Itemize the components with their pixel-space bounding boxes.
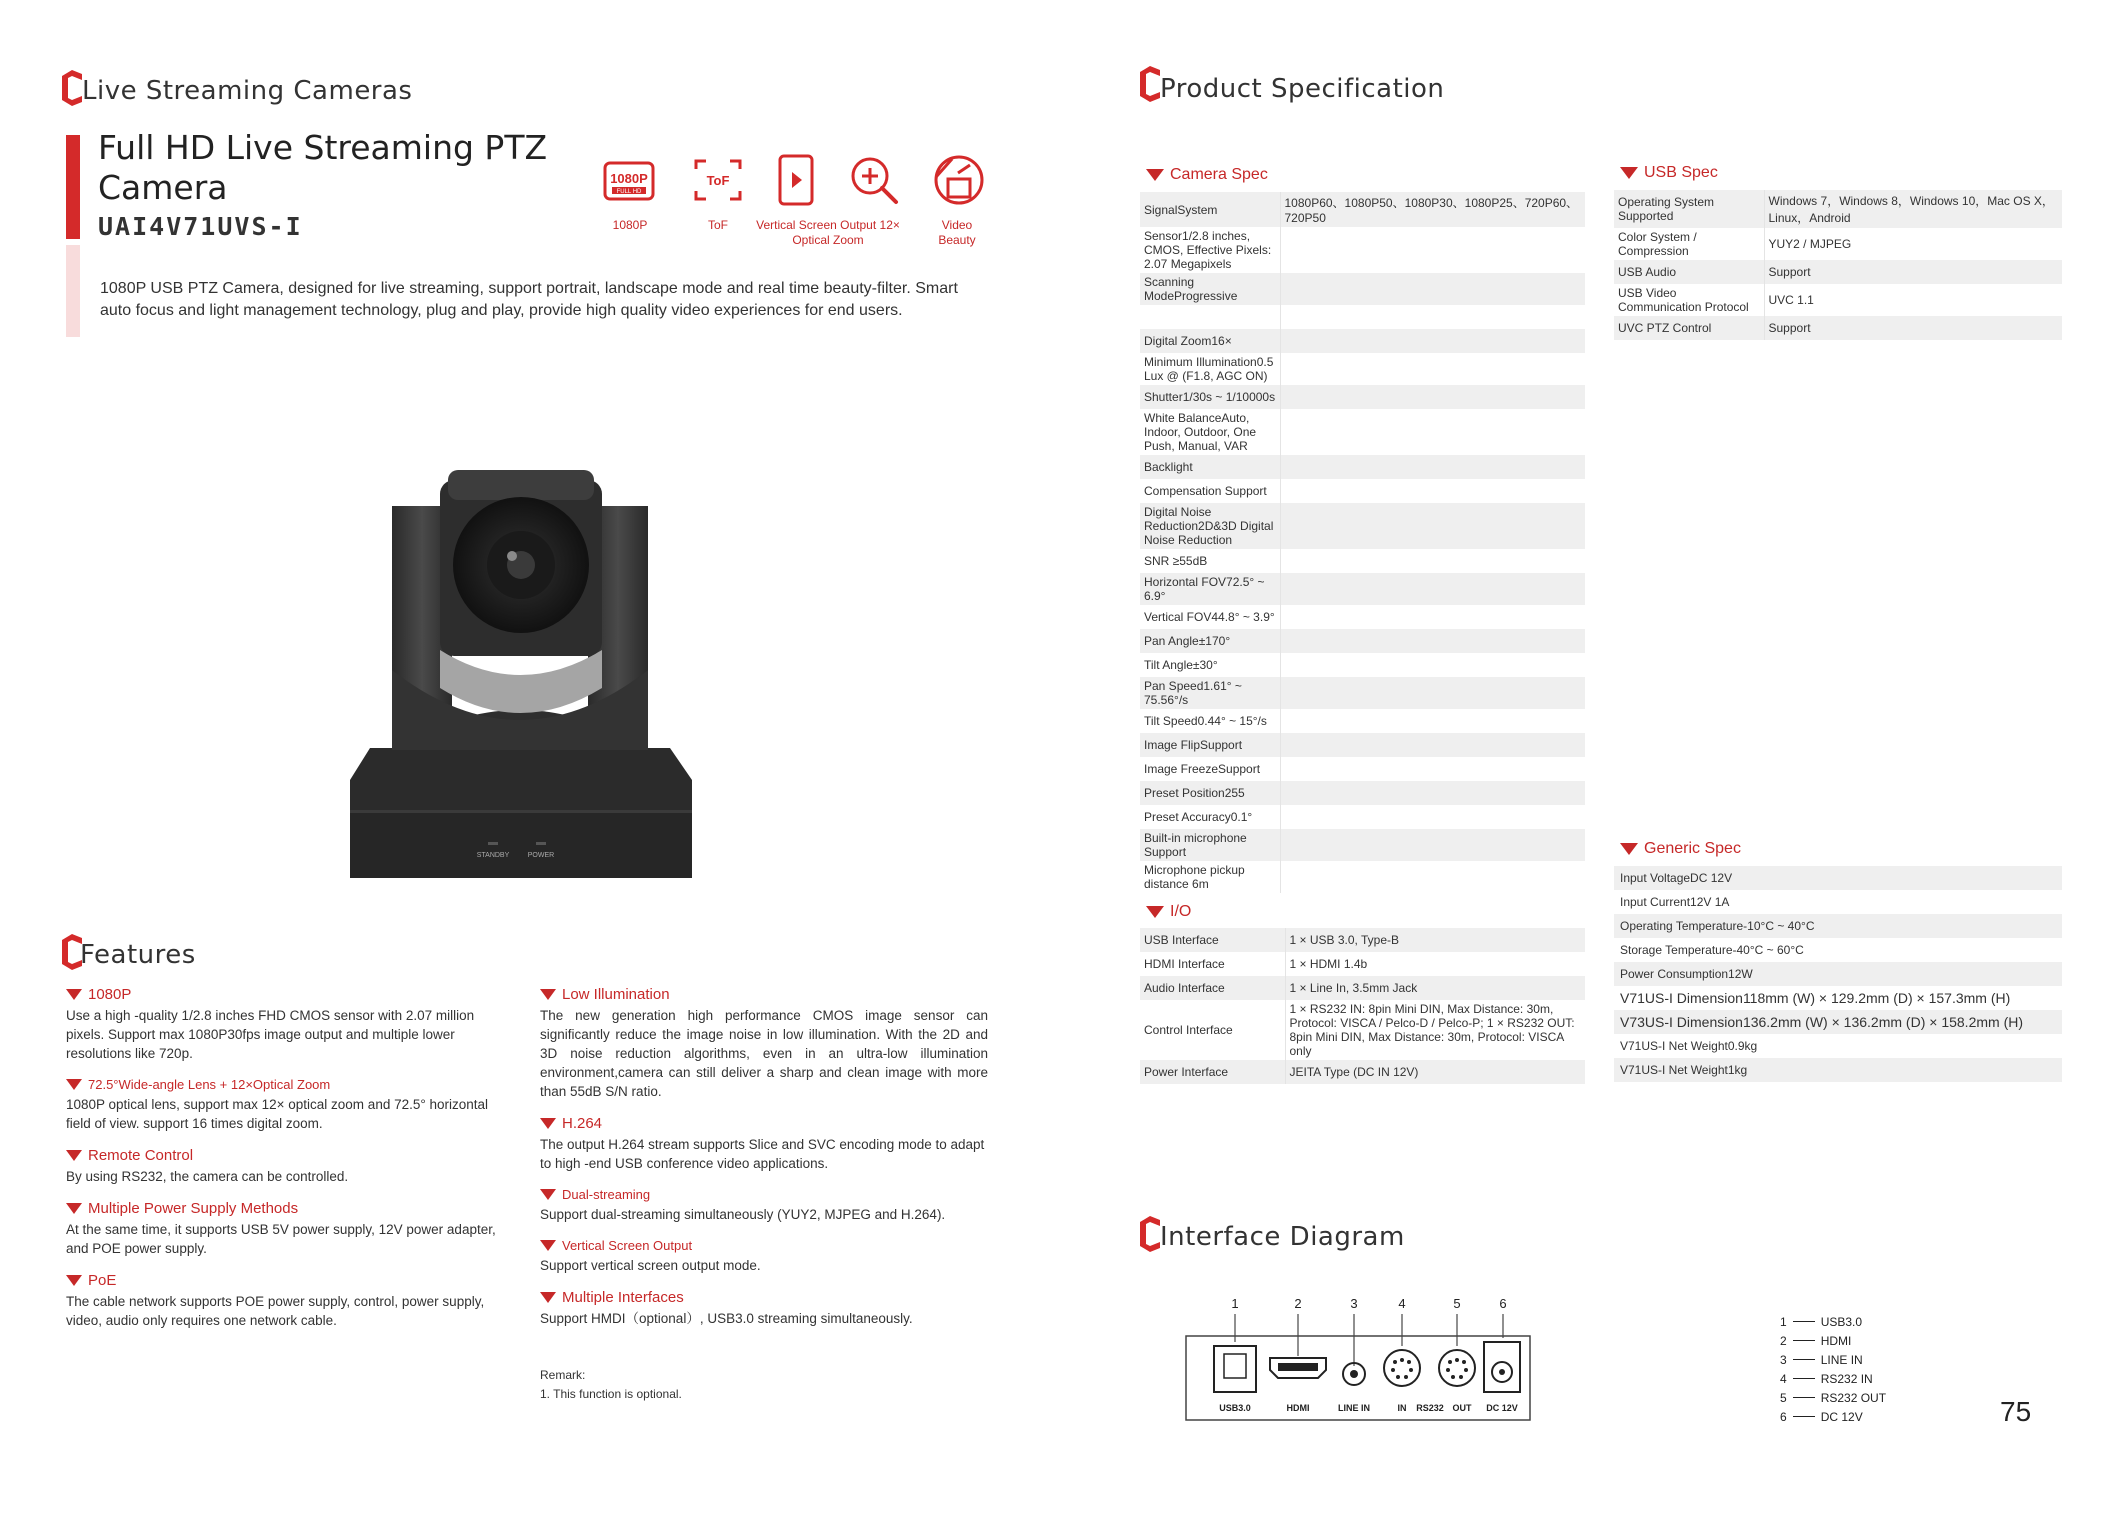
spec-label: Backlight bbox=[1140, 455, 1280, 479]
spec-value bbox=[1280, 829, 1585, 861]
spec-row bbox=[1140, 653, 1585, 677]
spec-row bbox=[1140, 329, 1585, 353]
feature-body: The output H.264 stream supports Slice and SVC encoding mode to adapt to high -end USB conference video applications. bbox=[540, 1137, 985, 1171]
port-number: 6 bbox=[1499, 1296, 1507, 1311]
port-label: OUT bbox=[1452, 1403, 1472, 1413]
spec-label: Operating System Supported bbox=[1614, 190, 1764, 228]
feature-title: 72.5°Wide-angle Lens + 12×Optical Zoom bbox=[88, 1077, 331, 1092]
spec-value: 1 × RS232 IN: 8pin Mini DIN, Max Distance: 30m, Protocol: VISCA / Pelco-D / Pelco-P; 1 × RS232 OUT: 8pin Mini DIN, Max Distance: 30m, Protocol: VISCA only bbox=[1285, 1000, 1585, 1060]
spec-label bbox=[1140, 305, 1280, 329]
port-number: 1 bbox=[1231, 1296, 1239, 1311]
generic-spec-row: V71US-I Dimension118mm (W) × 129.2mm (D) × 157.3mm (H) bbox=[1620, 990, 2011, 1006]
feature-title: Remote Control bbox=[88, 1147, 194, 1164]
spec-value bbox=[1280, 385, 1585, 409]
ptz-camera-image bbox=[340, 470, 710, 890]
generic-spec-row: V73US-I Dimension136.2mm (W) × 136.2mm (D) × 158.2mm (H) bbox=[1614, 1010, 2062, 1034]
svg-text:STANDBY: STANDBY bbox=[476, 852, 510, 859]
feature-title: Multiple Power Supply Methods bbox=[88, 1200, 299, 1217]
brand-logo-icon bbox=[1140, 1216, 1162, 1252]
spec-label: USB Video Communication Protocol bbox=[1614, 284, 1764, 316]
feature-body: By using RS232, the camera can be controlled. bbox=[66, 1169, 349, 1184]
spec-value: 1 × Line In, 3.5mm Jack bbox=[1285, 976, 1585, 1000]
feature-body: Support vertical screen output mode. bbox=[540, 1258, 761, 1273]
feature-vertical-screen bbox=[540, 1238, 988, 1275]
spec-label: Power Interface bbox=[1140, 1060, 1285, 1084]
spec-value bbox=[1280, 549, 1585, 573]
triangle-bullet-icon bbox=[1146, 169, 1164, 181]
spec-label: Vertical FOV44.8° ~ 3.9° bbox=[1140, 605, 1280, 629]
spec-row bbox=[1140, 928, 1585, 952]
spec-value: Windows 7，Windows 8，Windows 10，Mac OS X，Linux，Android bbox=[1764, 190, 2062, 228]
1080p-icon bbox=[598, 152, 662, 208]
legend-row: 4 RS232 IN bbox=[1780, 1371, 1873, 1386]
legend-row: 6 DC 12V bbox=[1780, 1409, 1863, 1424]
triangle-bullet-icon bbox=[1620, 167, 1638, 179]
features-right-column bbox=[540, 986, 988, 1401]
feature-body: Support dual-streaming simultaneously (YUY2, MJPEG and H.264). bbox=[540, 1207, 946, 1222]
generic-spec-list bbox=[1614, 866, 2062, 1082]
legend-row: 1 USB3.0 bbox=[1780, 1314, 1863, 1329]
tof-icon bbox=[686, 152, 750, 208]
port-label: DC 12V bbox=[1486, 1403, 1518, 1413]
triangle-bullet-icon bbox=[66, 1150, 82, 1161]
spec-label: Image FlipSupport bbox=[1140, 733, 1280, 757]
camera-spec-heading: Camera Spec bbox=[1146, 166, 1268, 184]
triangle-bullet-icon bbox=[540, 1292, 556, 1303]
spec-value bbox=[1280, 781, 1585, 805]
spec-label: Preset Position255 bbox=[1140, 781, 1280, 805]
spec-value bbox=[1280, 861, 1585, 893]
feature-title: Dual-streaming bbox=[562, 1187, 651, 1202]
spec-label: Digital Noise Reduction2D&3D Digital Noise Reduction bbox=[1140, 503, 1280, 549]
spec-value bbox=[1280, 455, 1585, 479]
svg-text:1080P: 1080P bbox=[610, 171, 648, 186]
spec-label: Tilt Speed0.44° ~ 15°/s bbox=[1140, 709, 1280, 733]
page-number: 75 bbox=[2000, 1396, 2032, 1427]
spec-label: Microphone pickup distance 6m bbox=[1140, 861, 1280, 893]
spec-label: Pan Angle±170° bbox=[1140, 629, 1280, 653]
feature-1080p bbox=[66, 986, 506, 1063]
spec-value: 1 × USB 3.0, Type-B bbox=[1285, 928, 1585, 952]
port-label: USB3.0 bbox=[1219, 1403, 1251, 1413]
feature-low-illumination bbox=[540, 986, 988, 1101]
spec-row bbox=[1140, 605, 1585, 629]
port-number: 5 bbox=[1453, 1296, 1461, 1311]
spec-value bbox=[1280, 573, 1585, 605]
io-heading: I/O bbox=[1146, 903, 1191, 921]
spec-label: USB Audio bbox=[1614, 260, 1764, 284]
spec-value bbox=[1280, 709, 1585, 733]
spec-label: Horizontal FOV72.5° ~ 6.9° bbox=[1140, 573, 1280, 605]
triangle-bullet-icon bbox=[540, 1189, 556, 1200]
spec-value bbox=[1280, 329, 1585, 353]
vertical-screen-icon bbox=[764, 152, 828, 208]
feature-title: Vertical Screen Output bbox=[562, 1238, 693, 1253]
feature-multiple-interfaces bbox=[540, 1289, 988, 1328]
product-intro: 1080P USB PTZ Camera, designed for live streaming, support portrait, landscape mode and real time beauty-filter. Smart auto focus and light management technology, plug and play, provide high quality video experiences for end users. bbox=[100, 280, 958, 319]
spec-row bbox=[1140, 503, 1585, 549]
interface-diagram bbox=[1180, 1290, 1580, 1430]
icon-label-tof: ToF bbox=[707, 218, 728, 232]
camera-spec-table bbox=[1140, 192, 1585, 893]
feature-power-supply bbox=[66, 1200, 506, 1258]
generic-spec-row: V71US-I Net Weight0.9kg bbox=[1620, 1039, 1758, 1053]
spec-row bbox=[1140, 861, 1585, 893]
triangle-bullet-icon bbox=[540, 989, 556, 1000]
accent-bar bbox=[66, 135, 80, 239]
spec-label: Shutter1/30s ~ 1/10000s bbox=[1140, 385, 1280, 409]
spec-row bbox=[1140, 353, 1585, 385]
optical-zoom-icon bbox=[842, 152, 906, 208]
feature-body: The new generation high performance CMOS image sensor can significantly reduce the image noise in low illumination. With the 2D and 3D noise reduction algorithms, even in an ultra-low illumination environment,camera can still deliver a sharp and clean image with more than 55dB S/N ratio. bbox=[540, 1008, 988, 1099]
spec-value bbox=[1280, 733, 1585, 757]
triangle-bullet-icon bbox=[66, 989, 82, 1000]
feature-title: Multiple Interfaces bbox=[562, 1289, 684, 1306]
spec-label: UVC PTZ Control bbox=[1614, 316, 1764, 340]
spec-row bbox=[1614, 228, 2062, 260]
feature-body: At the same time, it supports USB 5V power supply, 12V power adapter, and POE power supply. bbox=[66, 1222, 496, 1256]
spec-label: Scanning ModeProgressive bbox=[1140, 273, 1280, 305]
triangle-bullet-icon bbox=[540, 1240, 556, 1251]
triangle-bullet-icon bbox=[540, 1118, 556, 1129]
spec-row bbox=[1140, 409, 1585, 455]
feature-body: The cable network supports POE power supply, control, power supply, video, audio only requires one network cable. bbox=[66, 1294, 485, 1328]
spec-value bbox=[1280, 227, 1585, 273]
spec-row bbox=[1140, 952, 1585, 976]
spec-value bbox=[1280, 273, 1585, 305]
spec-label: SignalSystem bbox=[1140, 192, 1280, 227]
generic-spec-row: V71US-I Net Weight1kg bbox=[1614, 1058, 2062, 1082]
brand-logo-icon bbox=[1140, 66, 1162, 102]
port-label: IN bbox=[1397, 1403, 1407, 1413]
port-number: 4 bbox=[1398, 1296, 1406, 1311]
spec-value bbox=[1280, 653, 1585, 677]
generic-spec-row: Input Current12V 1A bbox=[1620, 895, 1730, 909]
svg-text:ToF: ToF bbox=[706, 173, 730, 188]
remark-title: Remark: bbox=[540, 1368, 586, 1382]
spec-row bbox=[1140, 455, 1585, 479]
feature-dual-streaming bbox=[540, 1187, 988, 1224]
io-table bbox=[1140, 928, 1585, 1084]
feature-title: 1080P bbox=[88, 986, 132, 1003]
generic-spec-heading: Generic Spec bbox=[1620, 840, 1741, 858]
usb-spec-table bbox=[1614, 190, 2062, 340]
spec-row bbox=[1614, 284, 2062, 316]
product-title-line1: Full HD Live Streaming PTZ bbox=[98, 128, 548, 167]
feature-body: Use a high -quality 1/2.8 inches FHD CMOS sensor with 2.07 million pixels. Support max 1080P30fps image output and multiple lower resolutions like 720p. bbox=[66, 1008, 475, 1061]
product-title-line2: Camera bbox=[98, 168, 228, 207]
spec-label: White BalanceAuto, Indoor, Outdoor, One Push, Manual, VAR bbox=[1140, 409, 1280, 455]
svg-text:FULL HD: FULL HD bbox=[616, 189, 642, 195]
port-label: LINE IN bbox=[1337, 1403, 1371, 1413]
triangle-bullet-icon bbox=[66, 1079, 82, 1090]
spec-row bbox=[1140, 829, 1585, 861]
spec-row bbox=[1614, 316, 2062, 340]
spec-row bbox=[1140, 781, 1585, 805]
spec-row bbox=[1614, 260, 2062, 284]
spec-row bbox=[1140, 976, 1585, 1000]
triangle-bullet-icon bbox=[66, 1275, 82, 1286]
spec-label: USB Interface bbox=[1140, 928, 1285, 952]
feature-title: Low Illumination bbox=[562, 986, 670, 1003]
spec-label: Preset Accuracy0.1° bbox=[1140, 805, 1280, 829]
spec-row bbox=[1140, 629, 1585, 653]
spec-value bbox=[1280, 409, 1585, 455]
generic-spec-row: Operating Temperature-10°C ~ 40°C bbox=[1614, 914, 2062, 938]
spec-row bbox=[1140, 573, 1585, 605]
spec-value: Support bbox=[1764, 260, 2062, 284]
spec-label: Image FreezeSupport bbox=[1140, 757, 1280, 781]
spec-row bbox=[1140, 192, 1585, 227]
spec-label: Tilt Angle±30° bbox=[1140, 653, 1280, 677]
feature-title: H.264 bbox=[562, 1115, 603, 1132]
spec-value bbox=[1280, 605, 1585, 629]
product-model: UAI4V71UVS-I bbox=[98, 212, 303, 241]
spec-value bbox=[1280, 805, 1585, 829]
spec-label: Control Interface bbox=[1140, 1000, 1285, 1060]
spec-value: Support bbox=[1764, 316, 2062, 340]
feature-body: 1080P optical lens, support max 12× optical zoom and 72.5° horizontal field of view. support 16 times digital zoom. bbox=[66, 1097, 489, 1131]
legend-row: 5 RS232 OUT bbox=[1780, 1390, 1887, 1405]
feature-body: Support HMDI（optional）, USB3.0 streaming simultaneously. bbox=[540, 1311, 913, 1326]
icon-label-vertical-zoom: Vertical Screen Output 12× Optical Zoom bbox=[756, 218, 900, 247]
feature-poe bbox=[66, 1272, 506, 1330]
accent-bar-light bbox=[66, 245, 80, 337]
usb-spec-heading: USB Spec bbox=[1620, 164, 1718, 182]
feature-wide-angle bbox=[66, 1077, 506, 1133]
spec-row bbox=[1614, 190, 2062, 228]
spec-value bbox=[1280, 479, 1585, 503]
brand-logo-icon bbox=[62, 70, 84, 106]
spec-label: SNR ≥55dB bbox=[1140, 549, 1280, 573]
feature-h264 bbox=[540, 1115, 988, 1173]
spec-row bbox=[1140, 227, 1585, 273]
feature-remote-control bbox=[66, 1147, 506, 1186]
spec-value bbox=[1280, 503, 1585, 549]
icon-label-1080p: 1080P bbox=[612, 218, 648, 232]
spec-label: Pan Speed1.61° ~ 75.56°/s bbox=[1140, 677, 1280, 709]
section-title-product-spec: Product Specification bbox=[1160, 74, 1445, 104]
video-beauty-icon bbox=[927, 152, 991, 208]
port-label: HDMI bbox=[1286, 1403, 1310, 1413]
feature-title: PoE bbox=[88, 1272, 117, 1289]
generic-spec-row: Power Consumption12W bbox=[1614, 962, 2062, 986]
triangle-bullet-icon bbox=[1620, 843, 1638, 855]
spec-label: Compensation Support bbox=[1140, 479, 1280, 503]
spec-label: Audio Interface bbox=[1140, 976, 1285, 1000]
spec-value: YUY2 / MJPEG bbox=[1764, 228, 2062, 260]
spec-label: HDMI Interface bbox=[1140, 952, 1285, 976]
port-label: RS232 bbox=[1416, 1403, 1444, 1413]
svg-text:POWER: POWER bbox=[527, 852, 555, 859]
spec-row bbox=[1140, 549, 1585, 573]
spec-row bbox=[1140, 305, 1585, 329]
spec-value bbox=[1280, 757, 1585, 781]
port-legend bbox=[1780, 1312, 1886, 1426]
spec-value bbox=[1280, 677, 1585, 709]
legend-row: 3 LINE IN bbox=[1780, 1352, 1863, 1367]
spec-row bbox=[1140, 479, 1585, 503]
section-title-interface-diagram: Interface Diagram bbox=[1160, 1222, 1405, 1252]
spec-label: Minimum Illumination0.5 Lux @ (F1.8, AGC ON) bbox=[1140, 353, 1280, 385]
spec-label: Built-in microphone Support bbox=[1140, 829, 1280, 861]
spec-row bbox=[1140, 757, 1585, 781]
spec-label: Color System / Compression bbox=[1614, 228, 1764, 260]
spec-label: Digital Zoom16× bbox=[1140, 329, 1280, 353]
features-left-column bbox=[66, 986, 506, 1330]
port-number: 3 bbox=[1350, 1296, 1358, 1311]
spec-row bbox=[1140, 273, 1585, 305]
section-title-live-streaming: Live Streaming Cameras bbox=[82, 76, 413, 106]
spec-value bbox=[1280, 353, 1585, 385]
remark-body: 1. This function is optional. bbox=[540, 1387, 682, 1401]
spec-row bbox=[1140, 385, 1585, 409]
generic-spec-row: Storage Temperature-40°C ~ 60°C bbox=[1620, 943, 1804, 957]
legend-row: 2 HDMI bbox=[1780, 1333, 1852, 1348]
generic-spec-row: Input VoltageDC 12V bbox=[1614, 866, 2062, 890]
spec-value bbox=[1280, 629, 1585, 653]
spec-value: JEITA Type (DC IN 12V) bbox=[1285, 1060, 1585, 1084]
port-number: 2 bbox=[1294, 1296, 1302, 1311]
triangle-bullet-icon bbox=[1146, 906, 1164, 918]
spec-value bbox=[1280, 305, 1585, 329]
spec-row bbox=[1140, 805, 1585, 829]
spec-row bbox=[1140, 677, 1585, 709]
spec-value: 1 × HDMI 1.4b bbox=[1285, 952, 1585, 976]
triangle-bullet-icon bbox=[66, 1203, 82, 1214]
spec-label: Sensor1/2.8 inches, CMOS, Effective Pixels: 2.07 Megapixels bbox=[1140, 227, 1280, 273]
section-title-features: Features bbox=[80, 940, 196, 970]
spec-value: 1080P60、1080P50、1080P30、1080P25、720P60、720P50 bbox=[1280, 192, 1585, 227]
spec-value: UVC 1.1 bbox=[1764, 284, 2062, 316]
spec-row bbox=[1140, 1000, 1585, 1060]
icon-label-video-beauty: Video Beauty bbox=[938, 218, 976, 247]
spec-row bbox=[1140, 733, 1585, 757]
spec-row bbox=[1140, 1060, 1585, 1084]
spec-row bbox=[1140, 709, 1585, 733]
